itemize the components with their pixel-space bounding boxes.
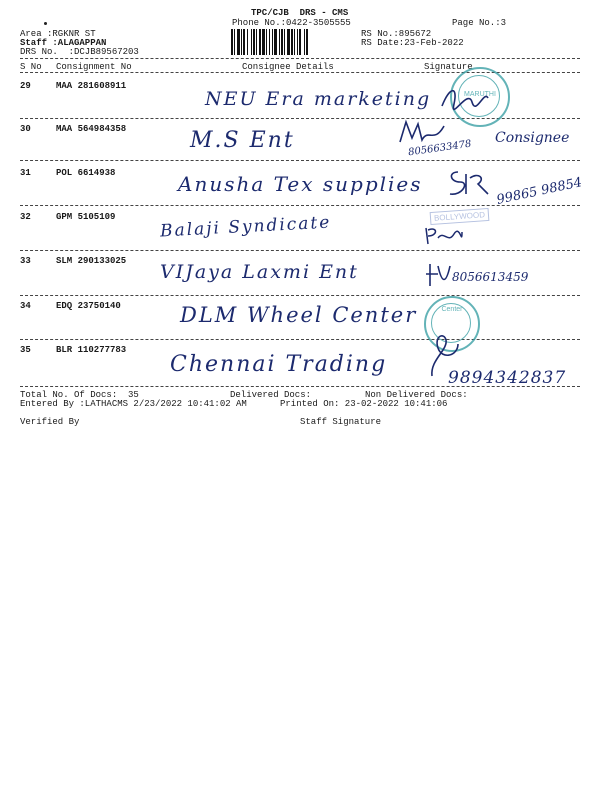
signature-scribble xyxy=(398,118,446,148)
row-sno: 31 xyxy=(20,168,31,178)
row-consignee: M.S Ent xyxy=(190,128,295,153)
phone-note: 8056613459 xyxy=(452,270,529,284)
col-consignment: Consignment No xyxy=(56,62,132,72)
divider xyxy=(20,339,580,340)
row-sno: 34 xyxy=(20,301,31,311)
row-consignment: BLR 110277783 xyxy=(56,345,127,355)
verified-by: Verified By xyxy=(20,417,80,427)
col-signature: Signature xyxy=(424,62,473,72)
barcode xyxy=(231,29,353,55)
rs-number: RS No.:895672 xyxy=(361,29,432,39)
entered-by: Entered By :LATHACMS 2/23/2022 10:41:02 AM xyxy=(20,399,247,409)
col-consignee: Consignee Details xyxy=(242,62,334,72)
signature-scribble xyxy=(448,168,492,200)
printed-on: Printed On: 23-02-2022 10:41:06 xyxy=(280,399,448,409)
col-sno: S No xyxy=(20,62,42,72)
phone-note: 9894342837 xyxy=(448,368,567,388)
row-consignee: Balaji Syndicate xyxy=(159,212,332,242)
dot-mark xyxy=(44,22,47,25)
row-consignee: DLM Wheel Center xyxy=(180,303,418,327)
document-title: TPC/CJB DRS - CMS xyxy=(251,8,349,18)
rs-date: RS Date:23-Feb-2022 xyxy=(361,38,464,48)
total-docs: Total No. Of Docs: 35 xyxy=(20,390,139,400)
divider xyxy=(20,295,580,296)
row-consignment: MAA 564984358 xyxy=(56,124,127,134)
row-sno: 33 xyxy=(20,256,31,266)
phone-note: 99865 98854 xyxy=(495,175,584,208)
divider xyxy=(20,205,580,206)
row-consignment: GPM 5105109 xyxy=(56,212,116,222)
row-consignment: SLM 290133025 xyxy=(56,256,127,266)
row-consignment: POL 6614938 xyxy=(56,168,116,178)
row-sno: 35 xyxy=(20,345,31,355)
non-delivered-docs: Non Delivered Docs: xyxy=(365,390,468,400)
phone-note: 8056633478 xyxy=(407,138,473,159)
row-consignee: VIJaya Laxmi Ent xyxy=(160,261,359,283)
row-consignment: MAA 281608911 xyxy=(56,81,127,91)
divider xyxy=(20,386,580,387)
signature-scribble xyxy=(424,224,464,248)
row-consignee: NEU Era marketing xyxy=(205,88,432,110)
staff-signature: Staff Signature xyxy=(300,417,382,427)
row-sno: 32 xyxy=(20,212,31,222)
consignee-note: Consignee xyxy=(495,130,570,146)
divider xyxy=(20,58,580,59)
divider xyxy=(20,160,580,161)
row-sno: 30 xyxy=(20,124,31,134)
signature-scribble xyxy=(428,330,462,380)
row-consignee: Anusha Tex supplies xyxy=(178,172,423,196)
delivered-docs: Delivered Docs: xyxy=(230,390,312,400)
signature-scribble xyxy=(440,84,490,114)
row-consignment: EDQ 23750140 xyxy=(56,301,121,311)
stamp-text: Center xyxy=(441,306,463,313)
signature-scribble xyxy=(424,260,454,290)
row-consignee: Chennai Trading xyxy=(170,352,388,377)
row-sno: 29 xyxy=(20,81,31,91)
drs-number: DRS No. :DCJB89567203 xyxy=(20,47,139,57)
phone-number: Phone No.:0422-3505555 xyxy=(232,18,351,28)
staff-field: Staff :ALAGAPPAN xyxy=(20,38,107,48)
divider xyxy=(20,250,580,251)
page-number: Page No.:3 xyxy=(452,18,507,28)
business-stamp: BOLLYWOOD xyxy=(430,208,490,225)
area-field: Area :RGKNR ST xyxy=(20,29,96,39)
stamp-text: MARUTHI xyxy=(464,91,496,98)
